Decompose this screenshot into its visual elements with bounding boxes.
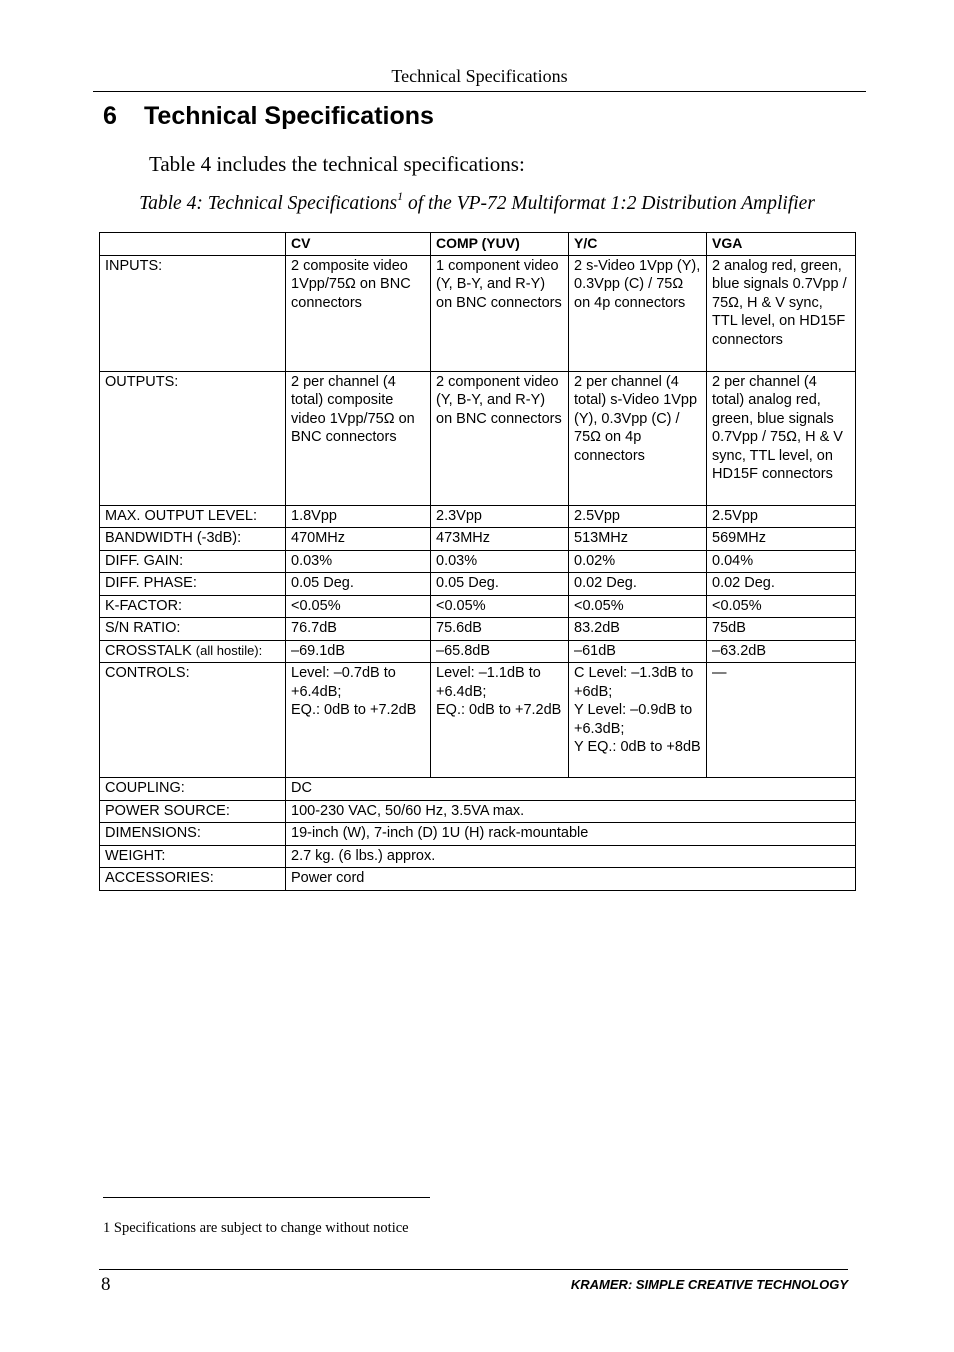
row-label: WEIGHT: <box>100 845 286 868</box>
table-cell: <0.05% <box>569 595 707 618</box>
row-label: ACCESSORIES: <box>100 868 286 891</box>
table-row-controls <box>100 663 856 778</box>
table-cell: 0.02 Deg. <box>707 573 856 596</box>
table-cell: — <box>707 663 856 778</box>
row-label: INPUTS: <box>100 255 286 371</box>
table-cell: C Level: –1.3dB to +6dB; Y Level: –0.9dB to +6.3dB; Y EQ.: 0dB to +8dB <box>569 663 707 778</box>
table-cell: 0.02% <box>569 550 707 573</box>
table-row-outputs <box>100 371 856 505</box>
row-label: CONTROLS: <box>100 663 286 778</box>
footer-rule <box>99 1269 848 1270</box>
row-label: S/N RATIO: <box>100 618 286 641</box>
table-row-bandwidth <box>100 528 856 551</box>
table-row-dimensions <box>100 823 856 846</box>
table-cell: –65.8dB <box>431 640 569 663</box>
row-label: MAX. OUTPUT LEVEL: <box>100 505 286 528</box>
table-cell: –63.2dB <box>707 640 856 663</box>
table-cell-shared: 100-230 VAC, 50/60 Hz, 3.5VA max. <box>286 800 856 823</box>
table-cell: 0.03% <box>431 550 569 573</box>
row-label <box>100 640 286 663</box>
table-cell: 470MHz <box>286 528 431 551</box>
table-cell: 569MHz <box>707 528 856 551</box>
intro-paragraph: Table 4 includes the technical specifications: <box>149 152 525 176</box>
table-cell: 2.3Vpp <box>431 505 569 528</box>
footnote: 1 Specifications are subject to change without notice <box>103 1220 409 1236</box>
table-cell: 2 per channel (4 total) analog red, green, blue signals 0.7Vpp / 75Ω, H & V sync, TTL level, on HD15F connectors <box>707 371 856 505</box>
row-label: DIFF. GAIN: <box>100 550 286 573</box>
table-cell: 2 per channel (4 total) composite video 1Vpp/75Ω on BNC connectors <box>286 371 431 505</box>
table-cell: 2 analog red, green, blue signals 0.7Vpp / 75Ω, H & V sync, TTL level, on HD15F connectors <box>707 255 856 371</box>
table-cell-shared: 19-inch (W), 7-inch (D) 1U (H) rack-mountable <box>286 823 856 846</box>
table-row-max-output-level <box>100 505 856 528</box>
column-header-parameter <box>100 233 286 256</box>
table-row-k-factor <box>100 595 856 618</box>
table-cell: <0.05% <box>286 595 431 618</box>
table-row-weight <box>100 845 856 868</box>
row-label: DIFF. PHASE: <box>100 573 286 596</box>
table-cell: 2 component video (Y, B-Y, and R-Y) on BNC connectors <box>431 371 569 505</box>
running-header <box>93 65 866 92</box>
page-number: 8 <box>101 1274 111 1295</box>
table-row-diff-gain <box>100 550 856 573</box>
table-cell: 83.2dB <box>569 618 707 641</box>
table-cell: 2 s-Video 1Vpp (Y), 0.3Vpp (C) / 75Ω on 4p connectors <box>569 255 707 371</box>
row-label: DIMENSIONS: <box>100 823 286 846</box>
table-cell: –69.1dB <box>286 640 431 663</box>
section-heading <box>103 98 434 134</box>
column-header-cv: CV <box>286 233 431 256</box>
table-cell: 0.05 Deg. <box>431 573 569 596</box>
table-cell: 473MHz <box>431 528 569 551</box>
table-cell: 75dB <box>707 618 856 641</box>
table-cell: 2 per channel (4 total) s-Video 1Vpp (Y), 0.3Vpp (C) / 75Ω on 4p connectors <box>569 371 707 505</box>
table-cell: Level: –0.7dB to +6.4dB; EQ.: 0dB to +7.2dB <box>286 663 431 778</box>
column-header-vga: VGA <box>707 233 856 256</box>
section-number: 6 <box>103 102 117 130</box>
row-label-main: CROSSTALK <box>105 642 196 659</box>
table-cell: 2 composite video 1Vpp/75Ω on BNC connectors <box>286 255 431 371</box>
running-header-title: Technical Specifications <box>391 66 568 86</box>
section-title: Technical Specifications <box>144 102 434 130</box>
table-row-sn-ratio <box>100 618 856 641</box>
table-row-accessories <box>100 868 856 891</box>
row-label: OUTPUTS: <box>100 371 286 505</box>
row-label: COUPLING: <box>100 778 286 801</box>
table-row-power-source <box>100 800 856 823</box>
table-cell: 513MHz <box>569 528 707 551</box>
table-row-coupling <box>100 778 856 801</box>
table-cell: <0.05% <box>431 595 569 618</box>
table-row-diff-phase <box>100 573 856 596</box>
table-header-row <box>100 233 856 256</box>
table-cell: 0.04% <box>707 550 856 573</box>
table-cell: 0.02 Deg. <box>569 573 707 596</box>
row-label: K-FACTOR: <box>100 595 286 618</box>
caption-text-after: of the VP-72 Multiformat 1:2 Distribution Amplifier <box>403 193 815 214</box>
table-caption <box>0 189 954 219</box>
table-cell: Level: –1.1dB to +6.4dB; EQ.: 0dB to +7.2dB <box>431 663 569 778</box>
row-label-qualifier: (all hostile): <box>195 642 263 658</box>
column-header-comp-yuv: COMP (YUV) <box>431 233 569 256</box>
table-cell: 75.6dB <box>431 618 569 641</box>
table-row-inputs <box>100 255 856 371</box>
table-cell: 76.7dB <box>286 618 431 641</box>
row-label: BANDWIDTH (-3dB): <box>100 528 286 551</box>
table-cell: –61dB <box>569 640 707 663</box>
table-cell: 2.5Vpp <box>569 505 707 528</box>
footnote-reference: 1 <box>397 189 404 203</box>
footer-brand: KRAMER: SIMPLE CREATIVE TECHNOLOGY <box>570 1277 848 1292</box>
specifications-table <box>99 232 856 891</box>
table-cell-shared: Power cord <box>286 868 856 891</box>
table-cell-shared: DC <box>286 778 856 801</box>
footnote-separator <box>103 1197 430 1198</box>
table-row-crosstalk <box>100 640 856 663</box>
table-cell: 1 component video (Y, B-Y, and R-Y) on BNC connectors <box>431 255 569 371</box>
table-cell: 2.5Vpp <box>707 505 856 528</box>
column-header-yc: Y/C <box>569 233 707 256</box>
table-cell: 1.8Vpp <box>286 505 431 528</box>
caption-text-before: Table 4: Technical Specifications <box>139 193 398 214</box>
table-cell: 0.03% <box>286 550 431 573</box>
row-label: POWER SOURCE: <box>100 800 286 823</box>
table-cell: 0.05 Deg. <box>286 573 431 596</box>
table-cell: <0.05% <box>707 595 856 618</box>
table-cell-shared: 2.7 kg. (6 lbs.) approx. <box>286 845 856 868</box>
